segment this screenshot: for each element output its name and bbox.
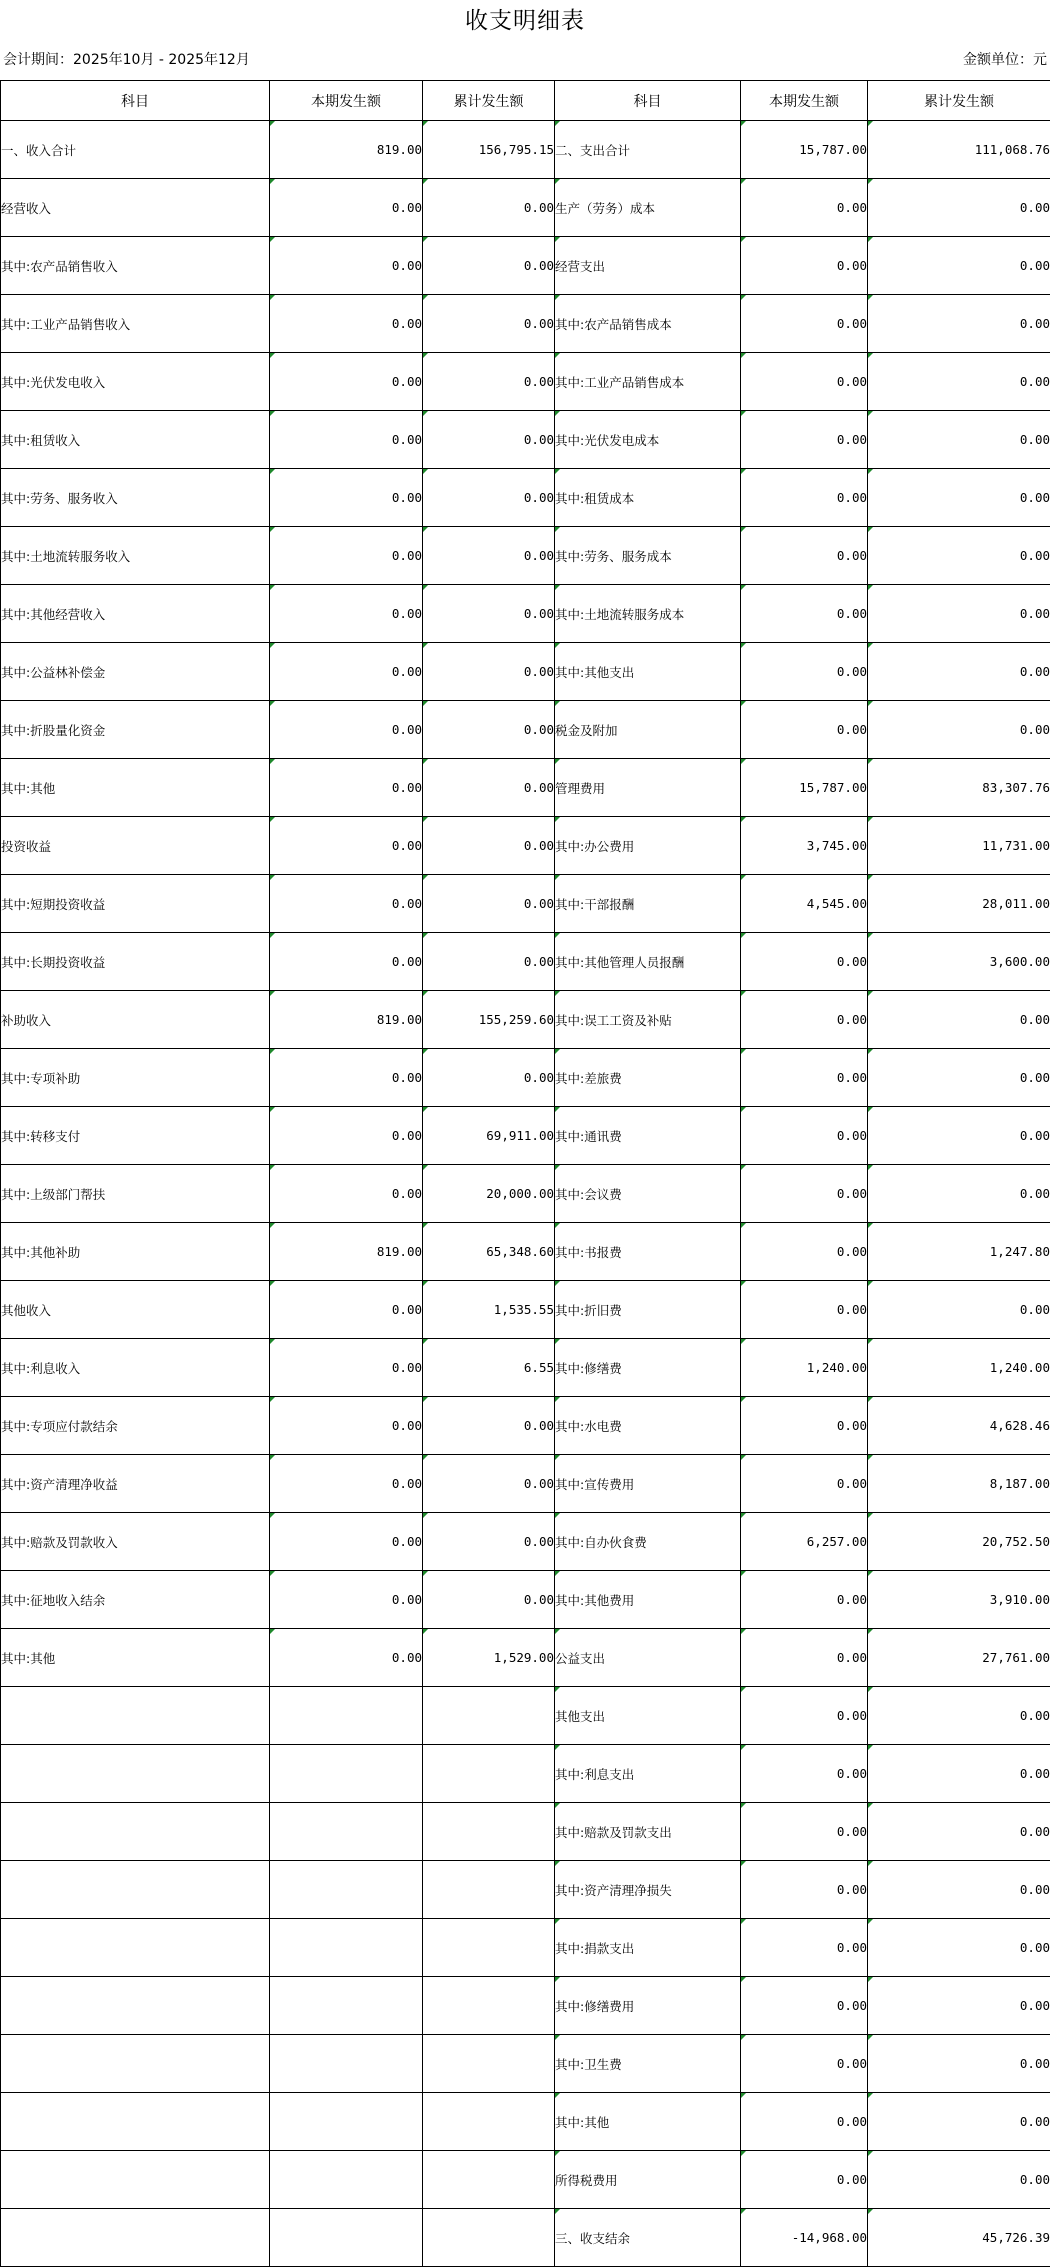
income-cumulative-amount: 0.00 bbox=[423, 585, 555, 643]
expense-cumulative-amount: 0.00 bbox=[868, 2151, 1050, 2209]
expense-cumulative-amount: 28,011.00 bbox=[868, 875, 1050, 933]
income-subject-cell: 其中:农产品销售收入 bbox=[1, 237, 270, 295]
income-empty-cell bbox=[423, 1977, 555, 2035]
income-cumulative-amount: 0.00 bbox=[423, 933, 555, 991]
expense-cumulative-amount: 8,187.00 bbox=[868, 1455, 1050, 1513]
expense-subject-cell: 管理费用 bbox=[555, 759, 741, 817]
expense-period-amount: 0.00 bbox=[741, 353, 868, 411]
table-row bbox=[1, 1803, 1050, 1861]
income-empty-cell bbox=[423, 1687, 555, 1745]
expense-subject-cell: 经营支出 bbox=[555, 237, 741, 295]
expense-cumulative-amount: 0.00 bbox=[868, 1977, 1050, 2035]
income-empty-cell bbox=[270, 1803, 423, 1861]
income-subject-cell: 其中:资产清理净收益 bbox=[1, 1455, 270, 1513]
income-cumulative-amount: 65,348.60 bbox=[423, 1223, 555, 1281]
table-row bbox=[1, 237, 1050, 295]
table-row bbox=[1, 1223, 1050, 1281]
income-cumulative-amount: 156,795.15 bbox=[423, 121, 555, 179]
expense-period-amount: 0.00 bbox=[741, 237, 868, 295]
table-row bbox=[1, 2209, 1050, 2267]
income-empty-cell bbox=[1, 1687, 270, 1745]
income-period-amount: 0.00 bbox=[270, 1571, 423, 1629]
expense-subject-cell: 其中:其他 bbox=[555, 2093, 741, 2151]
expense-subject-cell: 其中:其他管理人员报酬 bbox=[555, 933, 741, 991]
income-empty-cell bbox=[423, 1745, 555, 1803]
expense-subject-cell: 其中:农产品销售成本 bbox=[555, 295, 741, 353]
expense-subject-cell: 其中:办公费用 bbox=[555, 817, 741, 875]
table-row bbox=[1, 991, 1050, 1049]
table-row bbox=[1, 2093, 1050, 2151]
expense-subject-cell: 其中:其他费用 bbox=[555, 1571, 741, 1629]
table-row bbox=[1, 295, 1050, 353]
income-empty-cell bbox=[423, 1803, 555, 1861]
expense-cumulative-amount: 20,752.50 bbox=[868, 1513, 1050, 1571]
income-period-amount: 0.00 bbox=[270, 411, 423, 469]
income-subject-cell: 其中:其他 bbox=[1, 1629, 270, 1687]
expense-subject-cell: 三、收支结余 bbox=[555, 2209, 741, 2267]
expense-period-amount: 0.00 bbox=[741, 1687, 868, 1745]
income-subject-cell: 其中:上级部门帮扶 bbox=[1, 1165, 270, 1223]
income-subject-cell: 其他收入 bbox=[1, 1281, 270, 1339]
expense-period-amount: 0.00 bbox=[741, 585, 868, 643]
header-income-period: 本期发生额 bbox=[270, 81, 423, 121]
expense-period-amount: 0.00 bbox=[741, 1861, 868, 1919]
table-row bbox=[1, 1977, 1050, 2035]
income-subject-cell: 其中:劳务、服务收入 bbox=[1, 469, 270, 527]
income-subject-cell: 其中:其他 bbox=[1, 759, 270, 817]
expense-cumulative-amount: 0.00 bbox=[868, 1281, 1050, 1339]
table-row bbox=[1, 1861, 1050, 1919]
expense-subject-cell: 其中:捐款支出 bbox=[555, 1919, 741, 1977]
expense-cumulative-amount: 0.00 bbox=[868, 353, 1050, 411]
expense-cumulative-amount: 3,910.00 bbox=[868, 1571, 1050, 1629]
header-expense-subject: 科目 bbox=[555, 81, 741, 121]
income-empty-cell bbox=[270, 1919, 423, 1977]
income-period-amount: 0.00 bbox=[270, 1397, 423, 1455]
expense-cumulative-amount: 111,068.76 bbox=[868, 121, 1050, 179]
expense-period-amount: 0.00 bbox=[741, 1223, 868, 1281]
expense-cumulative-amount: 3,600.00 bbox=[868, 933, 1050, 991]
income-subject-cell: 经营收入 bbox=[1, 179, 270, 237]
income-empty-cell bbox=[270, 1687, 423, 1745]
income-subject-cell: 补助收入 bbox=[1, 991, 270, 1049]
table-row bbox=[1, 2151, 1050, 2209]
income-subject-cell: 其中:长期投资收益 bbox=[1, 933, 270, 991]
income-empty-cell bbox=[270, 2209, 423, 2267]
income-period-amount: 0.00 bbox=[270, 237, 423, 295]
expense-subject-cell: 其中:通讯费 bbox=[555, 1107, 741, 1165]
income-empty-cell bbox=[1, 2209, 270, 2267]
income-subject-cell: 其中:短期投资收益 bbox=[1, 875, 270, 933]
income-subject-cell: 其中:公益林补偿金 bbox=[1, 643, 270, 701]
income-empty-cell bbox=[270, 2093, 423, 2151]
expense-subject-cell: 其中:租赁成本 bbox=[555, 469, 741, 527]
header-expense-cumulative: 累计发生额 bbox=[868, 81, 1050, 121]
table-row bbox=[1, 1107, 1050, 1165]
expense-period-amount: 0.00 bbox=[741, 1919, 868, 1977]
expense-cumulative-amount: 0.00 bbox=[868, 1861, 1050, 1919]
expense-subject-cell: 其中:修缮费 bbox=[555, 1339, 741, 1397]
expense-cumulative-amount: 0.00 bbox=[868, 469, 1050, 527]
expense-subject-cell: 其中:折旧费 bbox=[555, 1281, 741, 1339]
expense-period-amount: 0.00 bbox=[741, 295, 868, 353]
income-period-amount: 0.00 bbox=[270, 1339, 423, 1397]
table-row bbox=[1, 1455, 1050, 1513]
expense-subject-cell: 其中:利息支出 bbox=[555, 1745, 741, 1803]
income-empty-cell bbox=[423, 1919, 555, 1977]
table-row bbox=[1, 2035, 1050, 2093]
income-empty-cell bbox=[270, 1745, 423, 1803]
income-period-amount: 0.00 bbox=[270, 701, 423, 759]
header-income-subject: 科目 bbox=[1, 81, 270, 121]
income-cumulative-amount: 0.00 bbox=[423, 527, 555, 585]
expense-cumulative-amount: 0.00 bbox=[868, 701, 1050, 759]
expense-subject-cell: 生产（劳务）成本 bbox=[555, 179, 741, 237]
income-period-amount: 819.00 bbox=[270, 1223, 423, 1281]
income-period-amount: 0.00 bbox=[270, 933, 423, 991]
expense-subject-cell: 其中:劳务、服务成本 bbox=[555, 527, 741, 585]
table-header-row bbox=[1, 81, 1050, 121]
income-empty-cell bbox=[1, 1745, 270, 1803]
income-subject-cell: 其中:工业产品销售收入 bbox=[1, 295, 270, 353]
income-period-amount: 0.00 bbox=[270, 643, 423, 701]
income-subject-cell: 其中:折股量化资金 bbox=[1, 701, 270, 759]
table-row bbox=[1, 179, 1050, 237]
expense-subject-cell: 税金及附加 bbox=[555, 701, 741, 759]
expense-cumulative-amount: 4,628.46 bbox=[868, 1397, 1050, 1455]
income-subject-cell: 其中:光伏发电收入 bbox=[1, 353, 270, 411]
expense-subject-cell: 公益支出 bbox=[555, 1629, 741, 1687]
income-subject-cell: 其中:其他经营收入 bbox=[1, 585, 270, 643]
income-empty-cell bbox=[423, 2151, 555, 2209]
income-cumulative-amount: 1,529.00 bbox=[423, 1629, 555, 1687]
expense-cumulative-amount: 0.00 bbox=[868, 1687, 1050, 1745]
income-cumulative-amount: 0.00 bbox=[423, 1455, 555, 1513]
income-cumulative-amount: 0.00 bbox=[423, 353, 555, 411]
income-cumulative-amount: 20,000.00 bbox=[423, 1165, 555, 1223]
expense-subject-cell: 其中:干部报酬 bbox=[555, 875, 741, 933]
income-cumulative-amount: 0.00 bbox=[423, 759, 555, 817]
income-cumulative-amount: 0.00 bbox=[423, 643, 555, 701]
expense-period-amount: 0.00 bbox=[741, 1803, 868, 1861]
income-empty-cell bbox=[423, 2093, 555, 2151]
income-period-amount: 0.00 bbox=[270, 875, 423, 933]
expense-subject-cell: 其中:差旅费 bbox=[555, 1049, 741, 1107]
income-cumulative-amount: 0.00 bbox=[423, 237, 555, 295]
expense-period-amount: 0.00 bbox=[741, 2035, 868, 2093]
table-row bbox=[1, 1919, 1050, 1977]
expense-subject-cell: 其中:会议费 bbox=[555, 1165, 741, 1223]
income-period-amount: 819.00 bbox=[270, 991, 423, 1049]
expense-period-amount: 0.00 bbox=[741, 179, 868, 237]
table-row bbox=[1, 1049, 1050, 1107]
income-empty-cell bbox=[1, 1803, 270, 1861]
expense-period-amount: 0.00 bbox=[741, 1629, 868, 1687]
amount-unit: 金额单位：元 bbox=[963, 52, 1047, 68]
income-period-amount: 0.00 bbox=[270, 527, 423, 585]
income-period-amount: 0.00 bbox=[270, 817, 423, 875]
expense-subject-cell: 其中:赔款及罚款支出 bbox=[555, 1803, 741, 1861]
expense-cumulative-amount: 0.00 bbox=[868, 1165, 1050, 1223]
income-subject-cell: 其中:专项应付款结余 bbox=[1, 1397, 270, 1455]
income-empty-cell bbox=[1, 1919, 270, 1977]
expense-period-amount: 0.00 bbox=[741, 527, 868, 585]
expense-cumulative-amount: 0.00 bbox=[868, 643, 1050, 701]
expense-subject-cell: 其中:书报费 bbox=[555, 1223, 741, 1281]
income-subject-cell: 其中:转移支付 bbox=[1, 1107, 270, 1165]
header-income-cumulative: 累计发生额 bbox=[423, 81, 555, 121]
expense-period-amount: 0.00 bbox=[741, 991, 868, 1049]
income-empty-cell bbox=[270, 1861, 423, 1919]
income-period-amount: 0.00 bbox=[270, 1455, 423, 1513]
expense-cumulative-amount: 0.00 bbox=[868, 527, 1050, 585]
expense-cumulative-amount: 0.00 bbox=[868, 2093, 1050, 2151]
income-empty-cell bbox=[270, 2151, 423, 2209]
income-empty-cell bbox=[1, 1977, 270, 2035]
accounting-period: 会计期间：2025年10月 - 2025年12月 bbox=[3, 52, 250, 68]
expense-subject-cell: 其中:宣传费用 bbox=[555, 1455, 741, 1513]
income-cumulative-amount: 6.55 bbox=[423, 1339, 555, 1397]
expense-period-amount: 0.00 bbox=[741, 469, 868, 527]
income-period-amount: 0.00 bbox=[270, 1107, 423, 1165]
expense-cumulative-amount: 45,726.39 bbox=[868, 2209, 1050, 2267]
income-subject-cell: 其中:征地收入结余 bbox=[1, 1571, 270, 1629]
income-cumulative-amount: 0.00 bbox=[423, 701, 555, 759]
expense-subject-cell: 其中:资产清理净损失 bbox=[555, 1861, 741, 1919]
expense-subject-cell: 其中:自办伙食费 bbox=[555, 1513, 741, 1571]
table-row bbox=[1, 1513, 1050, 1571]
expense-cumulative-amount: 0.00 bbox=[868, 2035, 1050, 2093]
income-empty-cell bbox=[270, 1977, 423, 2035]
income-cumulative-amount: 155,259.60 bbox=[423, 991, 555, 1049]
expense-cumulative-amount: 0.00 bbox=[868, 1107, 1050, 1165]
table-body bbox=[1, 121, 1050, 2267]
income-period-amount: 819.00 bbox=[270, 121, 423, 179]
expense-period-amount: 0.00 bbox=[741, 2093, 868, 2151]
expense-period-amount: 0.00 bbox=[741, 1571, 868, 1629]
income-cumulative-amount: 0.00 bbox=[423, 179, 555, 237]
table-row bbox=[1, 817, 1050, 875]
income-period-amount: 0.00 bbox=[270, 179, 423, 237]
expense-period-amount: 0.00 bbox=[741, 1977, 868, 2035]
table-row bbox=[1, 1629, 1050, 1687]
income-empty-cell bbox=[423, 2035, 555, 2093]
expense-subject-cell: 其中:其他支出 bbox=[555, 643, 741, 701]
expense-subject-cell: 其中:土地流转服务成本 bbox=[555, 585, 741, 643]
expense-period-amount: 6,257.00 bbox=[741, 1513, 868, 1571]
income-empty-cell bbox=[423, 1861, 555, 1919]
table-row bbox=[1, 933, 1050, 991]
expense-period-amount: 3,745.00 bbox=[741, 817, 868, 875]
expense-period-amount: 0.00 bbox=[741, 411, 868, 469]
expense-period-amount: 1,240.00 bbox=[741, 1339, 868, 1397]
income-period-amount: 0.00 bbox=[270, 1165, 423, 1223]
expense-period-amount: -14,968.00 bbox=[741, 2209, 868, 2267]
income-cumulative-amount: 0.00 bbox=[423, 469, 555, 527]
expense-period-amount: 0.00 bbox=[741, 1397, 868, 1455]
header-expense-period: 本期发生额 bbox=[741, 81, 868, 121]
income-subject-cell: 一、收入合计 bbox=[1, 121, 270, 179]
income-subject-cell: 其中:租赁收入 bbox=[1, 411, 270, 469]
expense-cumulative-amount: 83,307.76 bbox=[868, 759, 1050, 817]
income-period-amount: 0.00 bbox=[270, 759, 423, 817]
expense-subject-cell: 其他支出 bbox=[555, 1687, 741, 1745]
expense-period-amount: 0.00 bbox=[741, 2151, 868, 2209]
income-cumulative-amount: 0.00 bbox=[423, 817, 555, 875]
expense-period-amount: 0.00 bbox=[741, 1165, 868, 1223]
income-subject-cell: 其中:利息收入 bbox=[1, 1339, 270, 1397]
expense-cumulative-amount: 0.00 bbox=[868, 1919, 1050, 1977]
expense-period-amount: 0.00 bbox=[741, 1745, 868, 1803]
income-subject-cell: 其中:其他补助 bbox=[1, 1223, 270, 1281]
report-title: 收支明细表 bbox=[465, 8, 585, 34]
income-cumulative-amount: 0.00 bbox=[423, 411, 555, 469]
table-row bbox=[1, 1745, 1050, 1803]
expense-period-amount: 0.00 bbox=[741, 643, 868, 701]
expense-subject-cell: 其中:水电费 bbox=[555, 1397, 741, 1455]
income-period-amount: 0.00 bbox=[270, 1281, 423, 1339]
expense-cumulative-amount: 0.00 bbox=[868, 237, 1050, 295]
income-cumulative-amount: 0.00 bbox=[423, 1513, 555, 1571]
expense-period-amount: 0.00 bbox=[741, 1455, 868, 1513]
income-subject-cell: 其中:土地流转服务收入 bbox=[1, 527, 270, 585]
expense-period-amount: 0.00 bbox=[741, 1281, 868, 1339]
income-period-amount: 0.00 bbox=[270, 353, 423, 411]
table-row bbox=[1, 875, 1050, 933]
expense-period-amount: 15,787.00 bbox=[741, 121, 868, 179]
table-row bbox=[1, 353, 1050, 411]
table-row bbox=[1, 1165, 1050, 1223]
income-cumulative-amount: 0.00 bbox=[423, 875, 555, 933]
income-cumulative-amount: 0.00 bbox=[423, 1571, 555, 1629]
expense-cumulative-amount: 1,247.80 bbox=[868, 1223, 1050, 1281]
income-empty-cell bbox=[1, 2035, 270, 2093]
expense-subject-cell: 其中:误工工资及补贴 bbox=[555, 991, 741, 1049]
expense-subject-cell: 二、支出合计 bbox=[555, 121, 741, 179]
expense-period-amount: 0.00 bbox=[741, 1107, 868, 1165]
income-empty-cell bbox=[423, 2209, 555, 2267]
table-row bbox=[1, 121, 1050, 179]
table-row bbox=[1, 701, 1050, 759]
expense-cumulative-amount: 0.00 bbox=[868, 585, 1050, 643]
income-empty-cell bbox=[1, 2151, 270, 2209]
expense-period-amount: 4,545.00 bbox=[741, 875, 868, 933]
income-subject-cell: 其中:专项补助 bbox=[1, 1049, 270, 1107]
expense-cumulative-amount: 1,240.00 bbox=[868, 1339, 1050, 1397]
expense-subject-cell: 所得税费用 bbox=[555, 2151, 741, 2209]
expense-cumulative-amount: 0.00 bbox=[868, 411, 1050, 469]
expense-subject-cell: 其中:修缮费用 bbox=[555, 1977, 741, 2035]
table-row bbox=[1, 1281, 1050, 1339]
expense-period-amount: 0.00 bbox=[741, 1049, 868, 1107]
income-period-amount: 0.00 bbox=[270, 469, 423, 527]
table-row bbox=[1, 759, 1050, 817]
income-cumulative-amount: 0.00 bbox=[423, 1049, 555, 1107]
table-row bbox=[1, 1339, 1050, 1397]
income-empty-cell bbox=[1, 1861, 270, 1919]
income-cumulative-amount: 69,911.00 bbox=[423, 1107, 555, 1165]
income-subject-cell: 投资收益 bbox=[1, 817, 270, 875]
expense-cumulative-amount: 0.00 bbox=[868, 1049, 1050, 1107]
income-empty-cell bbox=[270, 2035, 423, 2093]
income-period-amount: 0.00 bbox=[270, 1629, 423, 1687]
expense-cumulative-amount: 0.00 bbox=[868, 991, 1050, 1049]
table-row bbox=[1, 643, 1050, 701]
income-period-amount: 0.00 bbox=[270, 585, 423, 643]
expense-cumulative-amount: 0.00 bbox=[868, 179, 1050, 237]
table-row bbox=[1, 527, 1050, 585]
table-row bbox=[1, 1571, 1050, 1629]
expense-cumulative-amount: 0.00 bbox=[868, 1745, 1050, 1803]
income-cumulative-amount: 0.00 bbox=[423, 1397, 555, 1455]
expense-subject-cell: 其中:卫生费 bbox=[555, 2035, 741, 2093]
expense-subject-cell: 其中:光伏发电成本 bbox=[555, 411, 741, 469]
income-cumulative-amount: 1,535.55 bbox=[423, 1281, 555, 1339]
expense-cumulative-amount: 27,761.00 bbox=[868, 1629, 1050, 1687]
table-row bbox=[1, 1397, 1050, 1455]
table-row bbox=[1, 411, 1050, 469]
expense-period-amount: 0.00 bbox=[741, 933, 868, 991]
expense-subject-cell: 其中:工业产品销售成本 bbox=[555, 353, 741, 411]
income-empty-cell bbox=[1, 2093, 270, 2151]
expense-cumulative-amount: 11,731.00 bbox=[868, 817, 1050, 875]
expense-cumulative-amount: 0.00 bbox=[868, 1803, 1050, 1861]
table-row bbox=[1, 585, 1050, 643]
expense-cumulative-amount: 0.00 bbox=[868, 295, 1050, 353]
expense-period-amount: 15,787.00 bbox=[741, 759, 868, 817]
income-period-amount: 0.00 bbox=[270, 1049, 423, 1107]
income-period-amount: 0.00 bbox=[270, 1513, 423, 1571]
income-expense-table bbox=[0, 80, 1050, 2267]
table-row bbox=[1, 469, 1050, 527]
income-subject-cell: 其中:赔款及罚款收入 bbox=[1, 1513, 270, 1571]
expense-period-amount: 0.00 bbox=[741, 701, 868, 759]
income-cumulative-amount: 0.00 bbox=[423, 295, 555, 353]
income-period-amount: 0.00 bbox=[270, 295, 423, 353]
table-row bbox=[1, 1687, 1050, 1745]
